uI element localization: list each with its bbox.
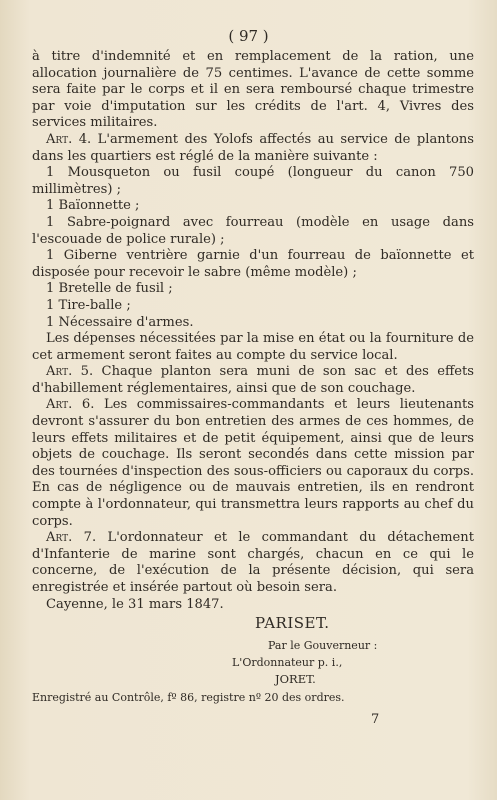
paragraph-continuation: à titre d'indemnité et en remplacement de la ration, une allocation journalière de 75 centimes. L'avance de cette somme sera faite par le corps et il en sera remboursé chaque trimestre par voie d'imputation sur les crédits de l'art. 4, Vivres des services militaires.	[32, 49, 474, 131]
article-4-label: Art. 4.	[46, 131, 92, 147]
article-4-text: L'armement des Yolofs affectés au service de plantons dans les quartiers est réglé de la manière suivante :	[32, 131, 474, 164]
article-6-text: Les commissaires-commandants et leurs lieutenants devront s'assurer du bon entretien des armes de ces hommes, de leurs effets militaires et de petit équipement, ainsi que de leurs objets de couchage. Ils seront secondés dans cette mission par des tournées d'inspection des sous-officiers ou caporaux du corps. En cas de négligence ou de mauvais entretien, ils en rendront compte à l'ordonnateur, qui transmettra leurs rapports au chef du corps.	[32, 397, 474, 529]
list-item: 1 Tire-balle ;	[46, 297, 131, 313]
article-7-label: Art. 7.	[46, 530, 97, 546]
expenses-paragraph: Les dépenses nécessitées par la mise en état ou la fourniture de cet armement seront faites au compte du service local.	[32, 331, 474, 363]
article-6	[32, 397, 474, 530]
signature: PARISET.	[255, 614, 330, 632]
article-5-text: Chaque planton sera muni de son sac et des effets d'habillement réglementaires, ainsi que de son couchage.	[32, 364, 474, 396]
place-date: Cayenne, le 31 mars 1847.	[46, 596, 224, 612]
by-governor: Par le Gouverneur :	[268, 639, 378, 652]
article-7-text: L'ordonnateur et le commandant du détachement d'Infanterie de marine sont chargés, chacun en ce qui le concerne, de l'exécution de la présente décision, qui sera enregistrée et insérée partout où besoin sera.	[32, 530, 474, 595]
registration-note: Enregistré au Contrôle, fº 86, registre nº 20 des ordres.	[32, 691, 345, 704]
ordonnateur-line: L'Ordonnateur p. i.,	[232, 656, 343, 669]
article-7	[32, 530, 474, 596]
footer-mark: 7	[371, 712, 380, 727]
list-item: 1 Bretelle de fusil ;	[46, 281, 173, 297]
page-number: ( 97 )	[228, 27, 269, 45]
list-item: 1 Baïonnette ;	[46, 198, 140, 214]
article-5-label: Art. 5.	[46, 364, 94, 380]
body-text	[32, 49, 474, 613]
list-item: 1 Giberne ventrière garnie d'un fourreau de baïonnette et disposée pour recevoir le sabre (même modèle) ;	[32, 248, 474, 280]
list-item: 1 Mousqueton ou fusil coupé (longueur du canon 750 millimètres) ;	[32, 165, 474, 197]
article-6-label: Art. 6.	[46, 397, 95, 413]
joret-signature: JORET.	[275, 672, 316, 686]
article-4	[32, 132, 474, 165]
list-item: 1 Sabre-poignard avec fourreau (modèle en usage dans l'escouade de police rurale) ;	[32, 214, 474, 247]
list-item: 1 Nécessaire d'armes.	[46, 314, 194, 330]
article-5	[32, 364, 474, 397]
